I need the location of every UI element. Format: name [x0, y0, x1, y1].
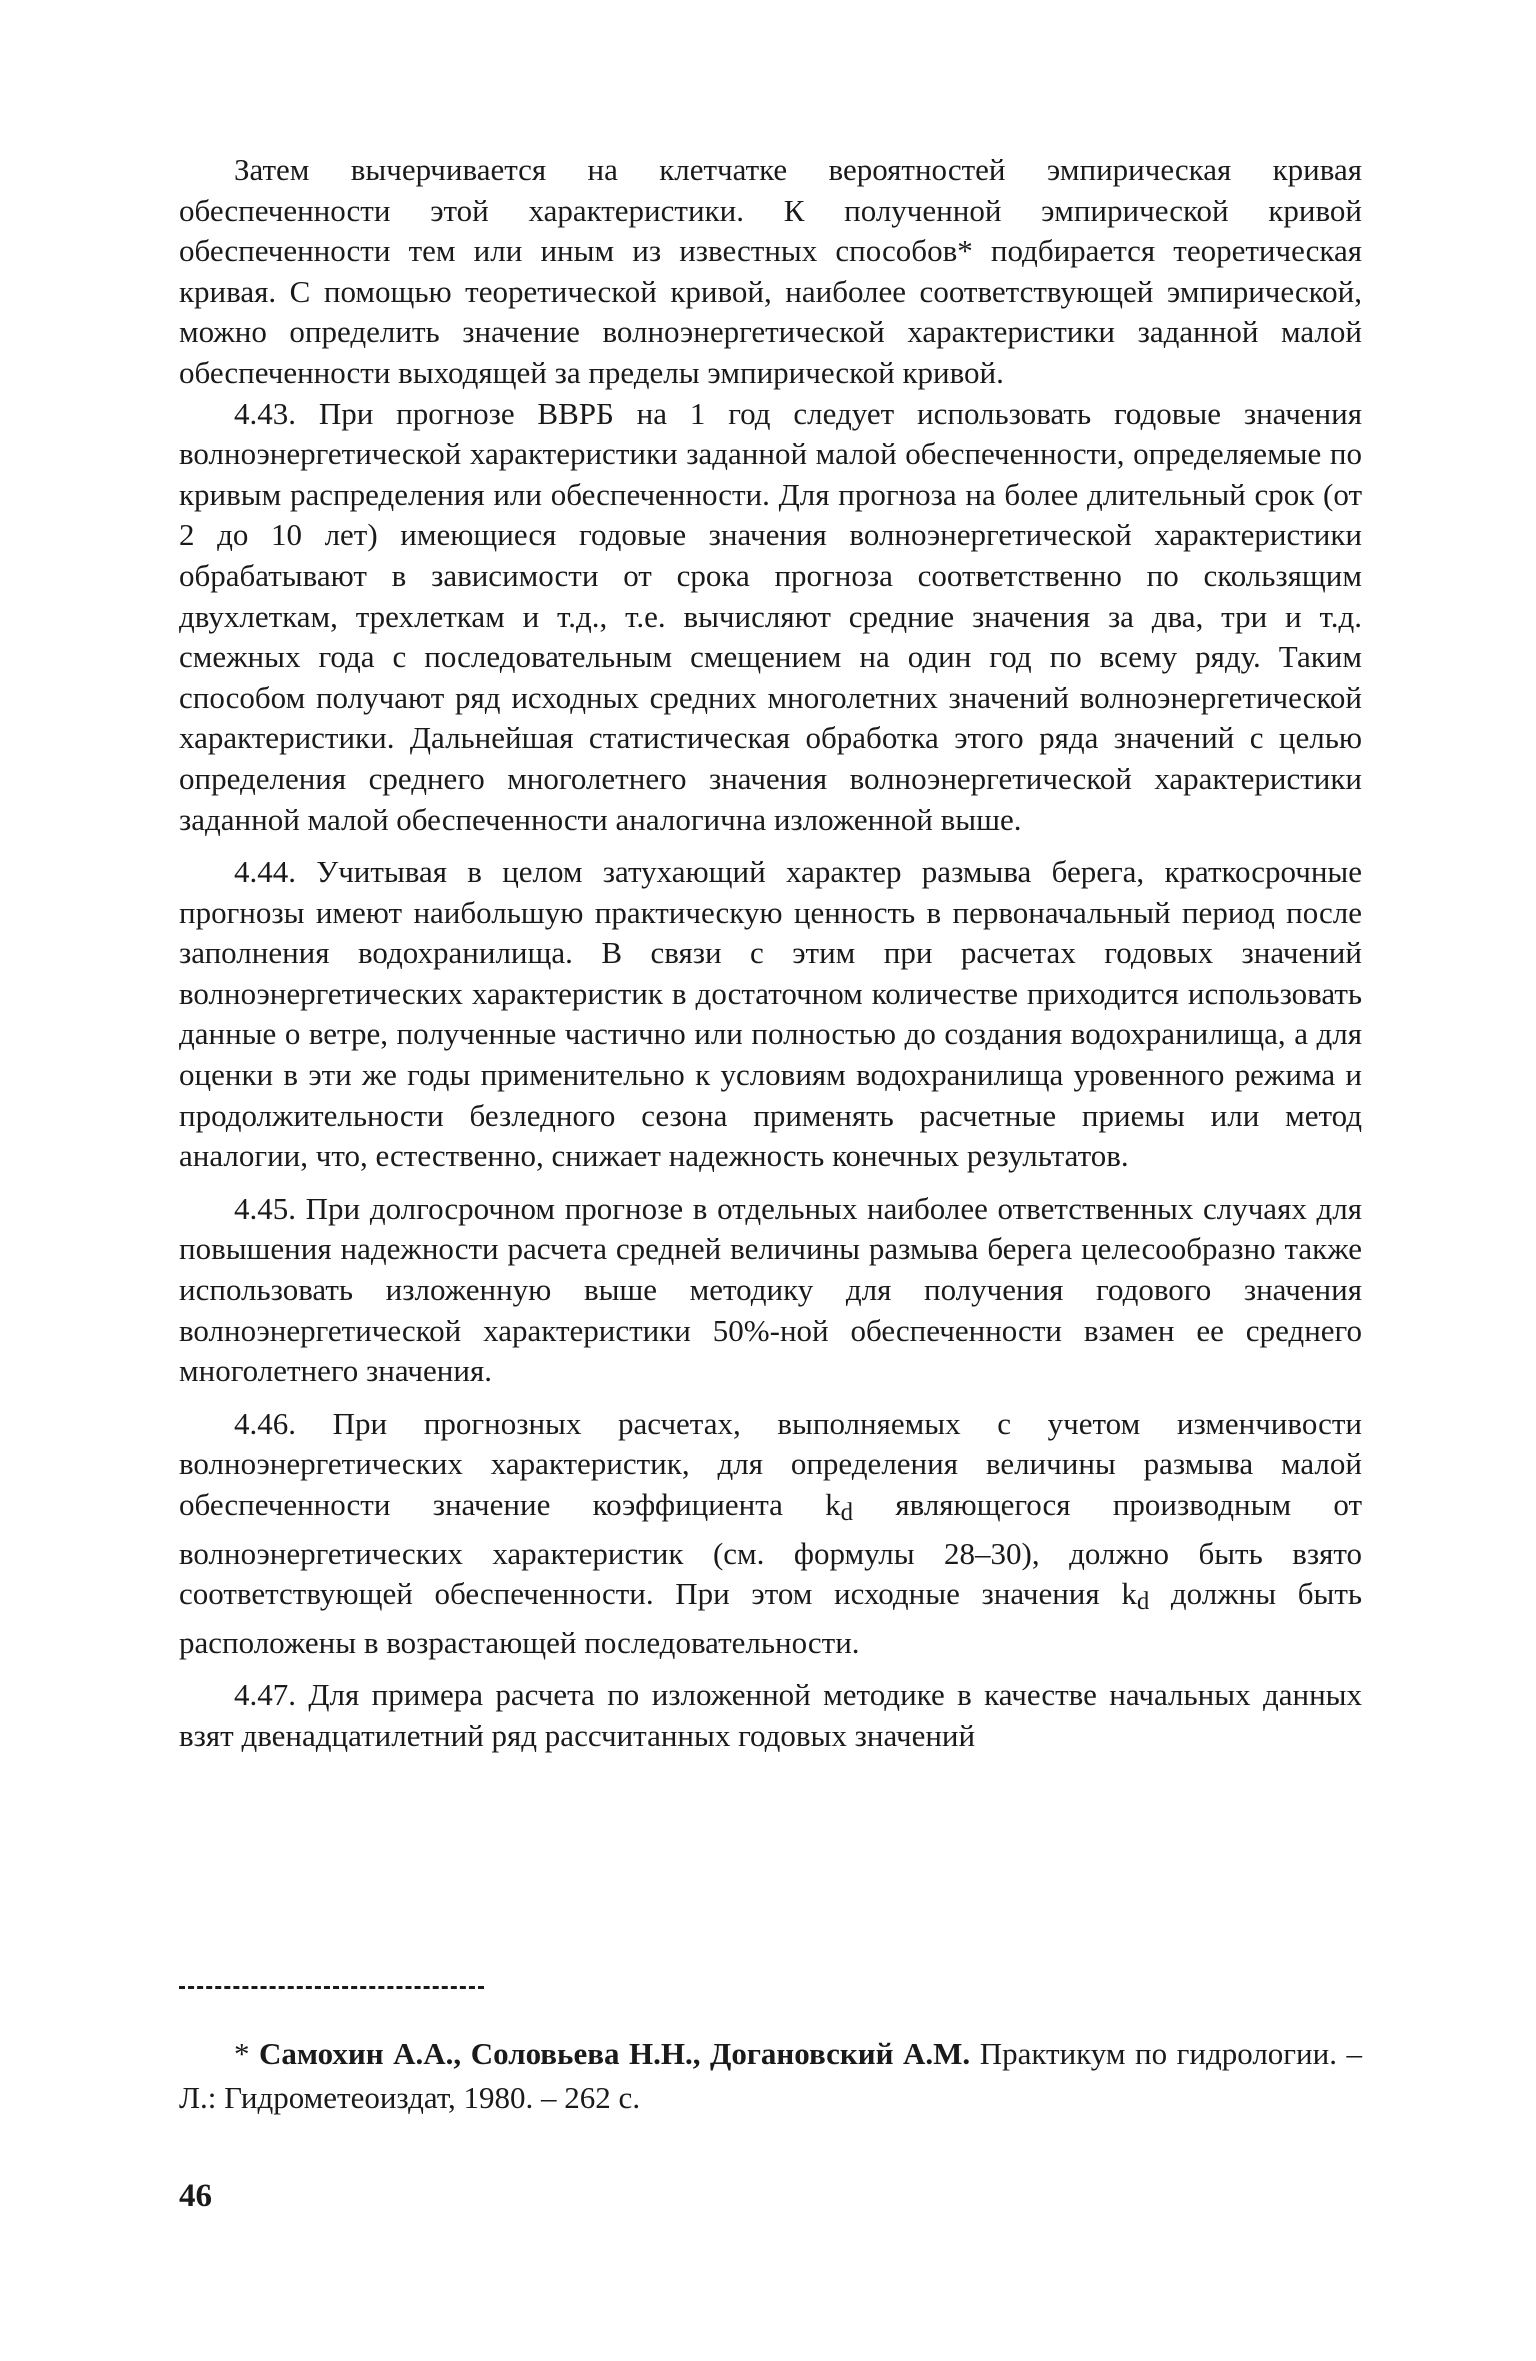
paragraph-4-46-part2: являющегося производным от волноэнергетических характеристик (см. формулы 28–30), должно быть взято соответствующей обеспеченности. При этом исходные значения	[179, 1487, 1362, 1612]
paragraph-4-43: 4.43. При прогнозе ВВРБ на 1 год следует использовать годовые значения волноэнергетической характеристики заданной малой обеспеченности, определяемые по кривым распределения или обеспеченности. Для прогноза на более длительный срок (от 2 до 10 лет) имеющиеся годовые значения волноэнергетической характеристики обрабатывают в зависимости от срока прогноза соответственно по скользящим двухлеткам, трехлеткам и т.д., т.е. вычисляют средние значения за два, три и т.д. смежных года с последовательным смещением на один год по всему ряду. Таким способом получают ряд исходных средних многолетних значений волноэнергетической характеристики. Дальнейшая статистическая обработка этого ряда значений с целью определения среднего многолетнего значения волноэнергетической характеристики заданной малой обеспеченности аналогична изложенной выше.	[179, 395, 1362, 837]
coefficient-symbol: k	[1121, 1576, 1137, 1612]
footnote	[179, 2032, 1362, 2120]
coefficient-symbol: k	[825, 1487, 841, 1522]
footnote-authors: Самохин А.А., Соловьева Н.Н., Догановский А.М.	[259, 2036, 971, 2071]
paragraph-4-46-part1: 4.46. При прогнозных расчетах, выполняемых с учетом изменчивости волноэнергетических характеристик, для определения величины размыва малой обеспеченности значение коэффициента	[179, 1405, 1362, 1522]
paragraph-4-46-part3: должны быть расположены в возрастающей последовательности.	[179, 1576, 1362, 1660]
paragraph-4-45: 4.45. При долгосрочном прогнозе в отдельных наиболее ответственных случаях для повышения надежности расчета средней величины размыва берега целесообразно также использовать изложенную выше методику для получения годового значения волноэнергетической характеристики 50%-ной обеспеченности взамен ее среднего многолетнего значения.	[179, 1190, 1362, 1389]
footnote-divider	[179, 1986, 484, 1989]
coefficient-subscript: d	[840, 1498, 854, 1526]
footnote-marker: *	[234, 2036, 250, 2071]
paragraph-intro: Затем вычерчивается на клетчатке вероятностей эмпирическая кривая обеспеченности этой характеристики. К полученной эмпирической кривой обеспеченности тем или иным из известных способов* подбирается теоретическая кривая. С помощью теоретической кривой, наиболее соответствующей эмпирической, можно определить значение волноэнергетической характеристики заданной малой обеспеченности выходящей за пределы эмпирической кривой.	[179, 152, 1362, 390]
paragraph-4-46	[179, 1404, 1362, 1663]
footnote-text: Практикум по гидрологии. – Л.: Гидрометеоиздат, 1980. – 262 с.	[179, 2036, 1362, 2115]
page-number: 46	[179, 2178, 212, 2214]
paragraph-4-47: 4.47. Для примера расчета по изложенной методике в качестве начальных данных взят двенадцатилетний ряд рассчитанных годовых значений	[179, 1677, 1362, 1753]
paragraph-4-44: 4.44. Учитывая в целом затухающий характер размыва берега, краткосрочные прогнозы имеют наибольшую практическую ценность в первоначальный период после заполнения водохранилища. В связи с этим при расчетах годовых значений волноэнергетических характеристик в достаточном количестве приходится использовать данные о ветре, полученные частично или полностью до создания водохранилища, а для оценки в эти же годы применительно к условиям водохранилища уровенного режима и продолжительности безледного сезона применять расчетные приемы или метод аналогии, что, естественно, снижает надежность конечных результатов.	[179, 854, 1362, 1174]
coefficient-subscript: d	[1136, 1588, 1150, 1616]
page-body	[179, 150, 1362, 1756]
